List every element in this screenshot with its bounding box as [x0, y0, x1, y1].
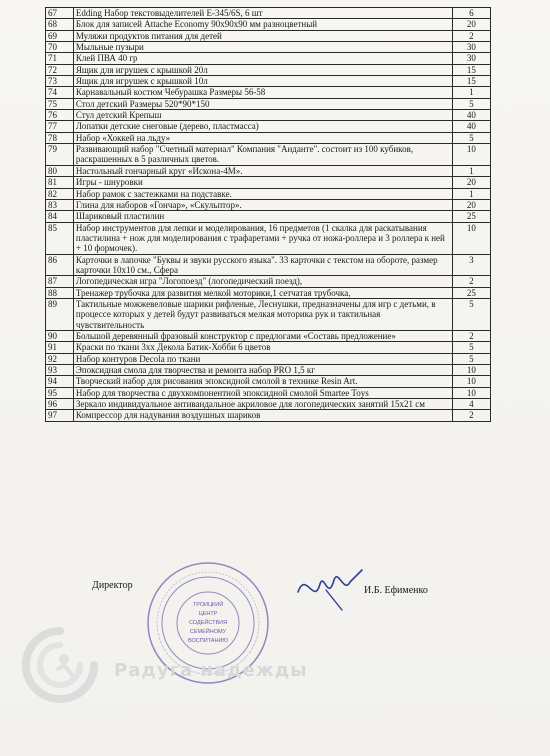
row-number: 97	[46, 410, 74, 421]
item-name: Тактильные можжевеловые шарики рифленые, Леснушки, предназначены для игр с детьми, в процессе которых у детей будут развиваться мелкая моторика рук и тактильная чувствительность	[73, 298, 452, 330]
table-row	[46, 177, 491, 188]
row-number: 89	[46, 298, 74, 330]
svg-text:СОДЕЙСТВИЯ: СОДЕЙСТВИЯ	[188, 620, 228, 626]
item-quantity: 5	[452, 98, 490, 109]
table-row	[46, 121, 491, 132]
item-quantity: 15	[452, 76, 490, 87]
item-quantity: 2	[452, 276, 490, 287]
item-name: Ящик для игрушек с крышкой 20л	[73, 64, 452, 75]
item-name: Муляжи продуктов питания для детей	[73, 30, 452, 41]
item-name: Зеркало индивидуальное антивандальное акриловое для логопедических занятий 15х21 см	[73, 399, 452, 410]
item-name: Игры - шнуровки	[73, 177, 452, 188]
item-quantity: 20	[452, 199, 490, 210]
item-quantity: 2	[452, 330, 490, 341]
item-quantity: 20	[452, 19, 490, 30]
item-name: Ящик для игрушек с крышкой 10л	[73, 76, 452, 87]
table-row	[46, 8, 491, 19]
row-number: 92	[46, 353, 74, 364]
director-label: Директор	[92, 580, 133, 591]
item-quantity: 2	[452, 30, 490, 41]
item-quantity: 4	[452, 399, 490, 410]
item-name: Тренажер трубочка для развития мелкой моторики,1 сетчатая трубочка,	[73, 287, 452, 298]
table-row	[46, 30, 491, 41]
table-row	[46, 98, 491, 109]
row-number: 67	[46, 8, 74, 19]
row-number: 75	[46, 98, 74, 109]
row-number: 73	[46, 76, 74, 87]
table-row	[46, 287, 491, 298]
table-row	[46, 298, 491, 330]
item-name: Глина для наборов «Гончар», «Скульптор».	[73, 199, 452, 210]
table-row	[46, 76, 491, 87]
item-name: Эпоксидная смола для творчества и ремонта набор PRO 1,5 кг	[73, 365, 452, 376]
row-number: 83	[46, 199, 74, 210]
row-number: 70	[46, 42, 74, 53]
item-name: Логопедическая игра "Логопоезд" (логопедический поезд),	[73, 276, 452, 287]
row-number: 80	[46, 165, 74, 176]
table-row	[46, 365, 491, 376]
table-row	[46, 222, 491, 254]
svg-text:ЦЕНТР: ЦЕНТР	[198, 611, 218, 617]
item-quantity: 1	[452, 87, 490, 98]
signature-block	[0, 560, 550, 756]
row-number: 91	[46, 342, 74, 353]
row-number: 95	[46, 387, 74, 398]
item-quantity: 3	[452, 254, 490, 276]
row-number: 86	[46, 254, 74, 276]
item-quantity: 30	[452, 42, 490, 53]
row-number: 79	[46, 144, 74, 166]
table-row	[46, 165, 491, 176]
row-number: 84	[46, 211, 74, 222]
item-name: Стул детский Крепыш	[73, 110, 452, 121]
item-name: Клей ПВА 40 гр	[73, 53, 452, 64]
row-number: 82	[46, 188, 74, 199]
row-number: 71	[46, 53, 74, 64]
item-quantity: 2	[452, 410, 490, 421]
row-number: 94	[46, 376, 74, 387]
item-name: Блок для записей Attache Economy 90х90х90 мм разноцветный	[73, 19, 452, 30]
item-name: Шариковый пластилин	[73, 211, 452, 222]
item-name: Развивающий набор "Счетный материал" Компания "Анданте". состоит из 100 кубиков, раскрашенных в 5 различных цветов.	[73, 144, 452, 166]
svg-text:ТРОИЦКИЙ: ТРОИЦКИЙ	[192, 602, 224, 608]
table-row	[46, 399, 491, 410]
table-row	[46, 387, 491, 398]
item-name: Мыльные пузыри	[73, 42, 452, 53]
items-table-body	[46, 8, 491, 422]
table-row	[46, 188, 491, 199]
item-quantity: 5	[452, 353, 490, 364]
item-quantity: 10	[452, 365, 490, 376]
item-name: Edding Набор текстовыделителей Е-345/6S, 6 шт	[73, 8, 452, 19]
item-quantity: 10	[452, 387, 490, 398]
row-number: 90	[46, 330, 74, 341]
table-row	[46, 211, 491, 222]
item-quantity: 20	[452, 177, 490, 188]
table-row	[46, 353, 491, 364]
row-number: 72	[46, 64, 74, 75]
svg-text:ВОСПИТАНИЮ: ВОСПИТАНИЮ	[188, 638, 228, 644]
row-number: 78	[46, 132, 74, 143]
table-row	[46, 64, 491, 75]
item-quantity: 10	[452, 144, 490, 166]
item-quantity: 30	[452, 53, 490, 64]
item-name: Стол детский Размеры 520*90*150	[73, 98, 452, 109]
table-row	[46, 199, 491, 210]
row-number: 85	[46, 222, 74, 254]
table-row	[46, 410, 491, 421]
item-quantity: 40	[452, 110, 490, 121]
item-name: Краски по ткани 3хх Декола Батик-Хобби 6 цветов	[73, 342, 452, 353]
table-row	[46, 376, 491, 387]
item-quantity: 1	[452, 165, 490, 176]
item-name: Набор для творчества с двухкомпонентной эпоксидной смолой Smartee Toys	[73, 387, 452, 398]
row-number: 68	[46, 19, 74, 30]
row-number: 81	[46, 177, 74, 188]
item-name: Большой деревянный фразовый конструктор с предлогами «Составь предложение»	[73, 330, 452, 341]
table-row	[46, 132, 491, 143]
item-name: Набор инструментов для лепки и моделирования, 16 предметов (1 скалка для раскатывания пластилина + нож для моделирования с трафаретами + ручка от ножа-роллера и 3 роллера к ней + 10 формочек).	[73, 222, 452, 254]
item-name: Набор контуров Decola по ткани	[73, 353, 452, 364]
table-row	[46, 342, 491, 353]
item-name: Карнавальный костюм Чебурашка Размеры 56-58	[73, 87, 452, 98]
watermark-logo-icon	[20, 625, 100, 705]
watermark-text: Радуга надежды	[114, 660, 308, 681]
item-quantity: 25	[452, 211, 490, 222]
row-number: 74	[46, 87, 74, 98]
item-quantity: 15	[452, 64, 490, 75]
table-row	[46, 87, 491, 98]
item-name: Набор рамок с застежками на подставке.	[73, 188, 452, 199]
item-quantity: 5	[452, 342, 490, 353]
item-quantity: 5	[452, 298, 490, 330]
director-name: И.Б. Ефименко	[364, 585, 428, 596]
item-name: Настольный гончарный круг «Искона-4М».	[73, 165, 452, 176]
item-quantity: 1	[452, 188, 490, 199]
row-number: 88	[46, 287, 74, 298]
table-row	[46, 53, 491, 64]
row-number: 77	[46, 121, 74, 132]
row-number: 93	[46, 365, 74, 376]
row-number: 96	[46, 399, 74, 410]
item-name: Творческий набор для рисования эпоксидной смолой в технике Resin Art.	[73, 376, 452, 387]
item-quantity: 6	[452, 8, 490, 19]
item-quantity: 10	[452, 376, 490, 387]
item-name: Компрессор для надувания воздушных шариков	[73, 410, 452, 421]
svg-text:СЕМЕЙНОМУ: СЕМЕЙНОМУ	[189, 629, 227, 635]
item-quantity: 40	[452, 121, 490, 132]
item-quantity: 10	[452, 222, 490, 254]
item-name: Карточки в лапочке "Буквы и звуки русского языка". 33 карточки с текстом на обороте, размер карточки 10х10 см., Сфера	[73, 254, 452, 276]
item-quantity: 25	[452, 287, 490, 298]
item-quantity: 5	[452, 132, 490, 143]
table-row	[46, 276, 491, 287]
items-table	[45, 7, 491, 422]
table-row	[46, 19, 491, 30]
row-number: 76	[46, 110, 74, 121]
table-row	[46, 330, 491, 341]
table-row	[46, 144, 491, 166]
row-number: 87	[46, 276, 74, 287]
row-number: 69	[46, 30, 74, 41]
table-row	[46, 42, 491, 53]
item-name: Набор «Хоккей на льду»	[73, 132, 452, 143]
table-row	[46, 110, 491, 121]
table-row	[46, 254, 491, 276]
item-name: Лопатки детские снеговые (дерево, пластмасса)	[73, 121, 452, 132]
